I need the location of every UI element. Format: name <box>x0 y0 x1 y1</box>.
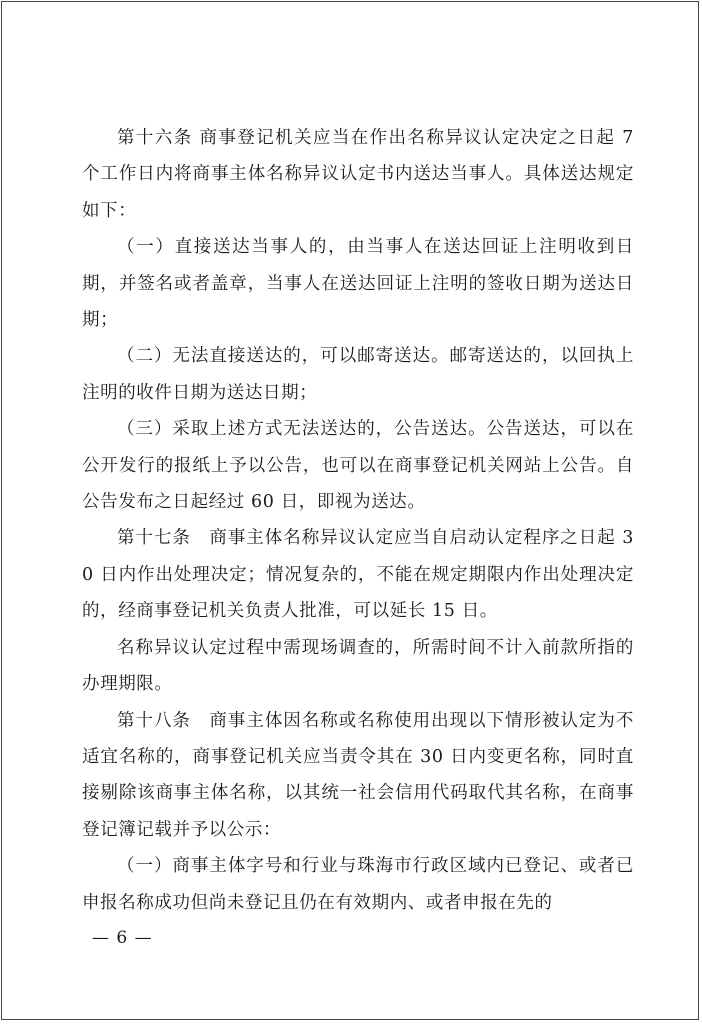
article-18-item-1: （一）商事主体字号和行业与珠海市行政区域内已登记、或者已申报名称成功但尚未登记且仍在有效期内、或者申报在先的 <box>82 856 634 913</box>
article-17-note: 名称异议认定过程中需现场调查的，所需时间不计入前款所指的办理期限。 <box>82 637 634 695</box>
document-page <box>1 1 699 1020</box>
page-number: — 6 — <box>92 928 153 948</box>
article-16-item-2: （二）无法直接送达的，可以邮寄送达。邮寄送达的，以回执上注明的收件日期为送达日期； <box>82 346 634 403</box>
article-16-item-1: （一）直接送达当事人的，由当事人在送达回证上注明收到日期，并签名或者盖章，当事人在送达回证上注明的签收日期为送达日期； <box>82 237 634 331</box>
article-18-paragraph: 第十八条 商事主体因名称或名称使用出现以下情形被认定为不适宜名称的，商事登记机关应当责令其在 30 日内变更名称，同时直接剔除该商事主体名称，以其统一社会信用代码取代其名称，在商事登记簿记载并予以公示： <box>82 710 634 840</box>
article-16-item-3: （三）采取上述方式无法送达的，公告送达。公告送达，可以在公开发行的报纸上予以公告，也可以在商事登记机关网站上公告。自公告发布之日起经过 60 日，即视为送达。 <box>82 419 634 513</box>
article-16-paragraph: 第十六条 商事登记机关应当在作出名称异议认定决定之日起 7 个工作日内将商事主体名称异议认定书内送达当事人。具体送达规定如下： <box>82 128 634 221</box>
article-17-paragraph: 第十七条 商事主体名称异议认定应当自启动认定程序之日起 30 日内作出处理决定；情况复杂的，不能在规定期限内作出处理决定的，经商事登记机关负责人批准，可以延长 15 日。 <box>82 528 634 622</box>
document-body <box>82 120 634 921</box>
